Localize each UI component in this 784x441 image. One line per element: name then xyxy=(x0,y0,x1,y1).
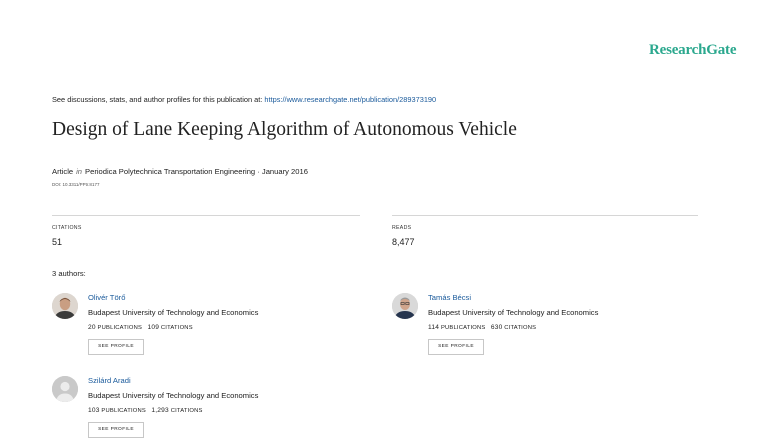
see-profile-button[interactable]: SEE PROFILE xyxy=(428,339,484,355)
reads-value: 8,477 xyxy=(392,237,415,247)
reads-label: READS xyxy=(392,225,412,231)
author-name[interactable]: Tamás Bécsi xyxy=(428,293,472,302)
discussion-text: See discussions, stats, and author profiles for this publication at: xyxy=(52,95,263,104)
journal-date: Periodica Polytechnica Transportation Engineering · January 2016 xyxy=(85,167,308,176)
avatar[interactable] xyxy=(52,293,78,319)
avatar[interactable] xyxy=(392,293,418,319)
author-stats: 103 PUBLICATIONS 1,293 CITATIONS xyxy=(88,407,203,414)
divider-citations xyxy=(52,215,360,216)
person-photo-icon xyxy=(52,293,78,319)
see-profile-button[interactable]: SEE PROFILE xyxy=(88,422,144,438)
author-affiliation: Budapest University of Technology and Economics xyxy=(428,308,599,317)
default-avatar-icon xyxy=(52,376,78,402)
author-name[interactable]: Szilárd Aradi xyxy=(88,376,131,385)
publication-title: Design of Lane Keeping Algorithm of Autonomous Vehicle xyxy=(52,119,517,140)
person-photo-icon xyxy=(392,293,418,319)
discussion-line xyxy=(52,95,436,104)
researchgate-logo[interactable]: ResearchGate xyxy=(649,42,737,58)
author-name[interactable]: Olivér Törő xyxy=(88,293,126,302)
publication-link[interactable]: https://www.researchgate.net/publication/289373190 xyxy=(264,95,437,104)
divider-reads xyxy=(392,215,698,216)
doi: DOI: 10.3311/PPtr.8177 xyxy=(52,182,100,187)
author-affiliation: Budapest University of Technology and Economics xyxy=(88,391,259,400)
see-profile-button[interactable]: SEE PROFILE xyxy=(88,339,144,355)
in-label: in xyxy=(76,167,83,176)
article-type: Article xyxy=(52,167,74,176)
article-info xyxy=(52,167,308,176)
avatar[interactable] xyxy=(52,376,78,402)
authors-heading: 3 authors: xyxy=(52,269,86,278)
author-stats: 20 PUBLICATIONS 109 CITATIONS xyxy=(88,324,193,331)
citations-value: 51 xyxy=(52,237,63,247)
author-affiliation: Budapest University of Technology and Economics xyxy=(88,308,259,317)
author-stats: 114 PUBLICATIONS 630 CITATIONS xyxy=(428,324,537,331)
citations-label: CITATIONS xyxy=(52,225,82,231)
